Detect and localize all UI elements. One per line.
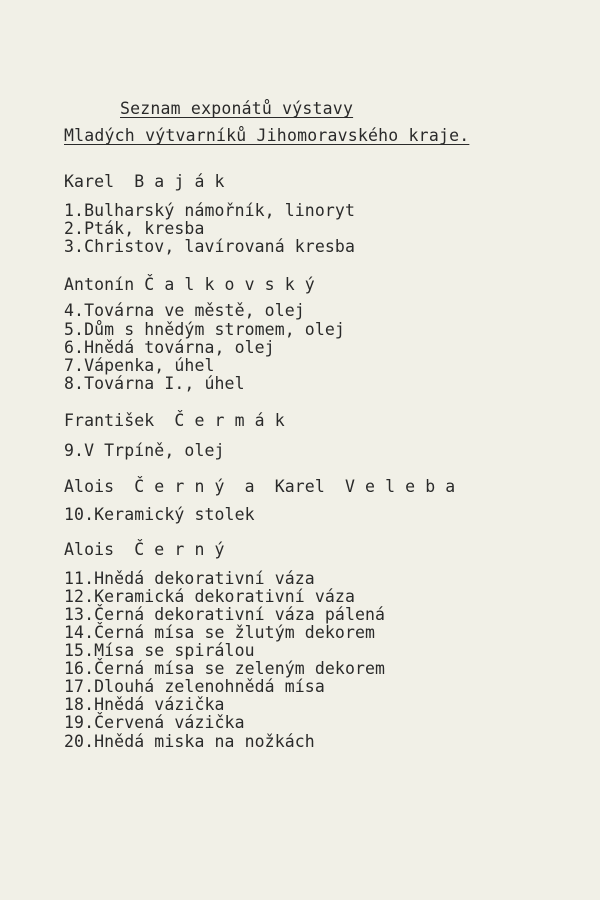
exhibit-item: 15.Mísa se spirálou (64, 641, 255, 660)
artist-heading: Antonín Č a l k o v s k ý (64, 275, 315, 294)
bleed-through-text (250, 60, 580, 760)
exhibit-item: 14.Černá mísa se žlutým dekorem (64, 623, 376, 642)
exhibit-item: 8.Továrna I., úhel (64, 374, 245, 393)
exhibit-item: 1.Bulharský námořník, linoryt (64, 201, 355, 220)
exhibit-item: 12.Keramická dekorativní váza (64, 587, 355, 606)
exhibit-item: 4.Továrna ve městě, olej (64, 301, 305, 320)
artist-heading: Karel B a j á k (64, 172, 225, 191)
artist-heading: Alois Č e r n ý a Karel V e l e b a (64, 477, 456, 496)
artist-heading: Alois Č e r n ý (64, 540, 225, 559)
exhibit-item: 19.Červená vázička (64, 713, 245, 732)
exhibit-item: 5.Dům s hnědým stromem, olej (64, 320, 345, 339)
exhibit-item: 2.Pták, kresba (64, 219, 205, 238)
document-subtitle: Mladých výtvarníků Jihomoravského kraje. (64, 126, 470, 145)
exhibit-item: 9.V Trpíně, olej (64, 441, 225, 460)
exhibit-item: 13.Černá dekorativní váza pálená (64, 605, 386, 624)
exhibit-item: 16.Černá mísa se zeleným dekorem (64, 659, 386, 678)
exhibit-item: 3.Christov, lavírovaná kresba (64, 237, 355, 256)
exhibit-item: 10.Keramický stolek (64, 505, 255, 524)
exhibit-item: 7.Vápenka, úhel (64, 356, 215, 375)
exhibit-item: 11.Hnědá dekorativní váza (64, 569, 315, 588)
exhibit-item: 20.Hnědá miska na nožkách (64, 732, 315, 751)
exhibit-item: 17.Dlouhá zelenohnědá mísa (64, 677, 325, 696)
exhibit-item: 18.Hnědá vázička (64, 695, 225, 714)
artist-heading: František Č e r m á k (64, 411, 285, 430)
document-title: Seznam exponátů výstavy (120, 99, 354, 118)
exhibit-item: 6.Hnědá továrna, olej (64, 338, 275, 357)
